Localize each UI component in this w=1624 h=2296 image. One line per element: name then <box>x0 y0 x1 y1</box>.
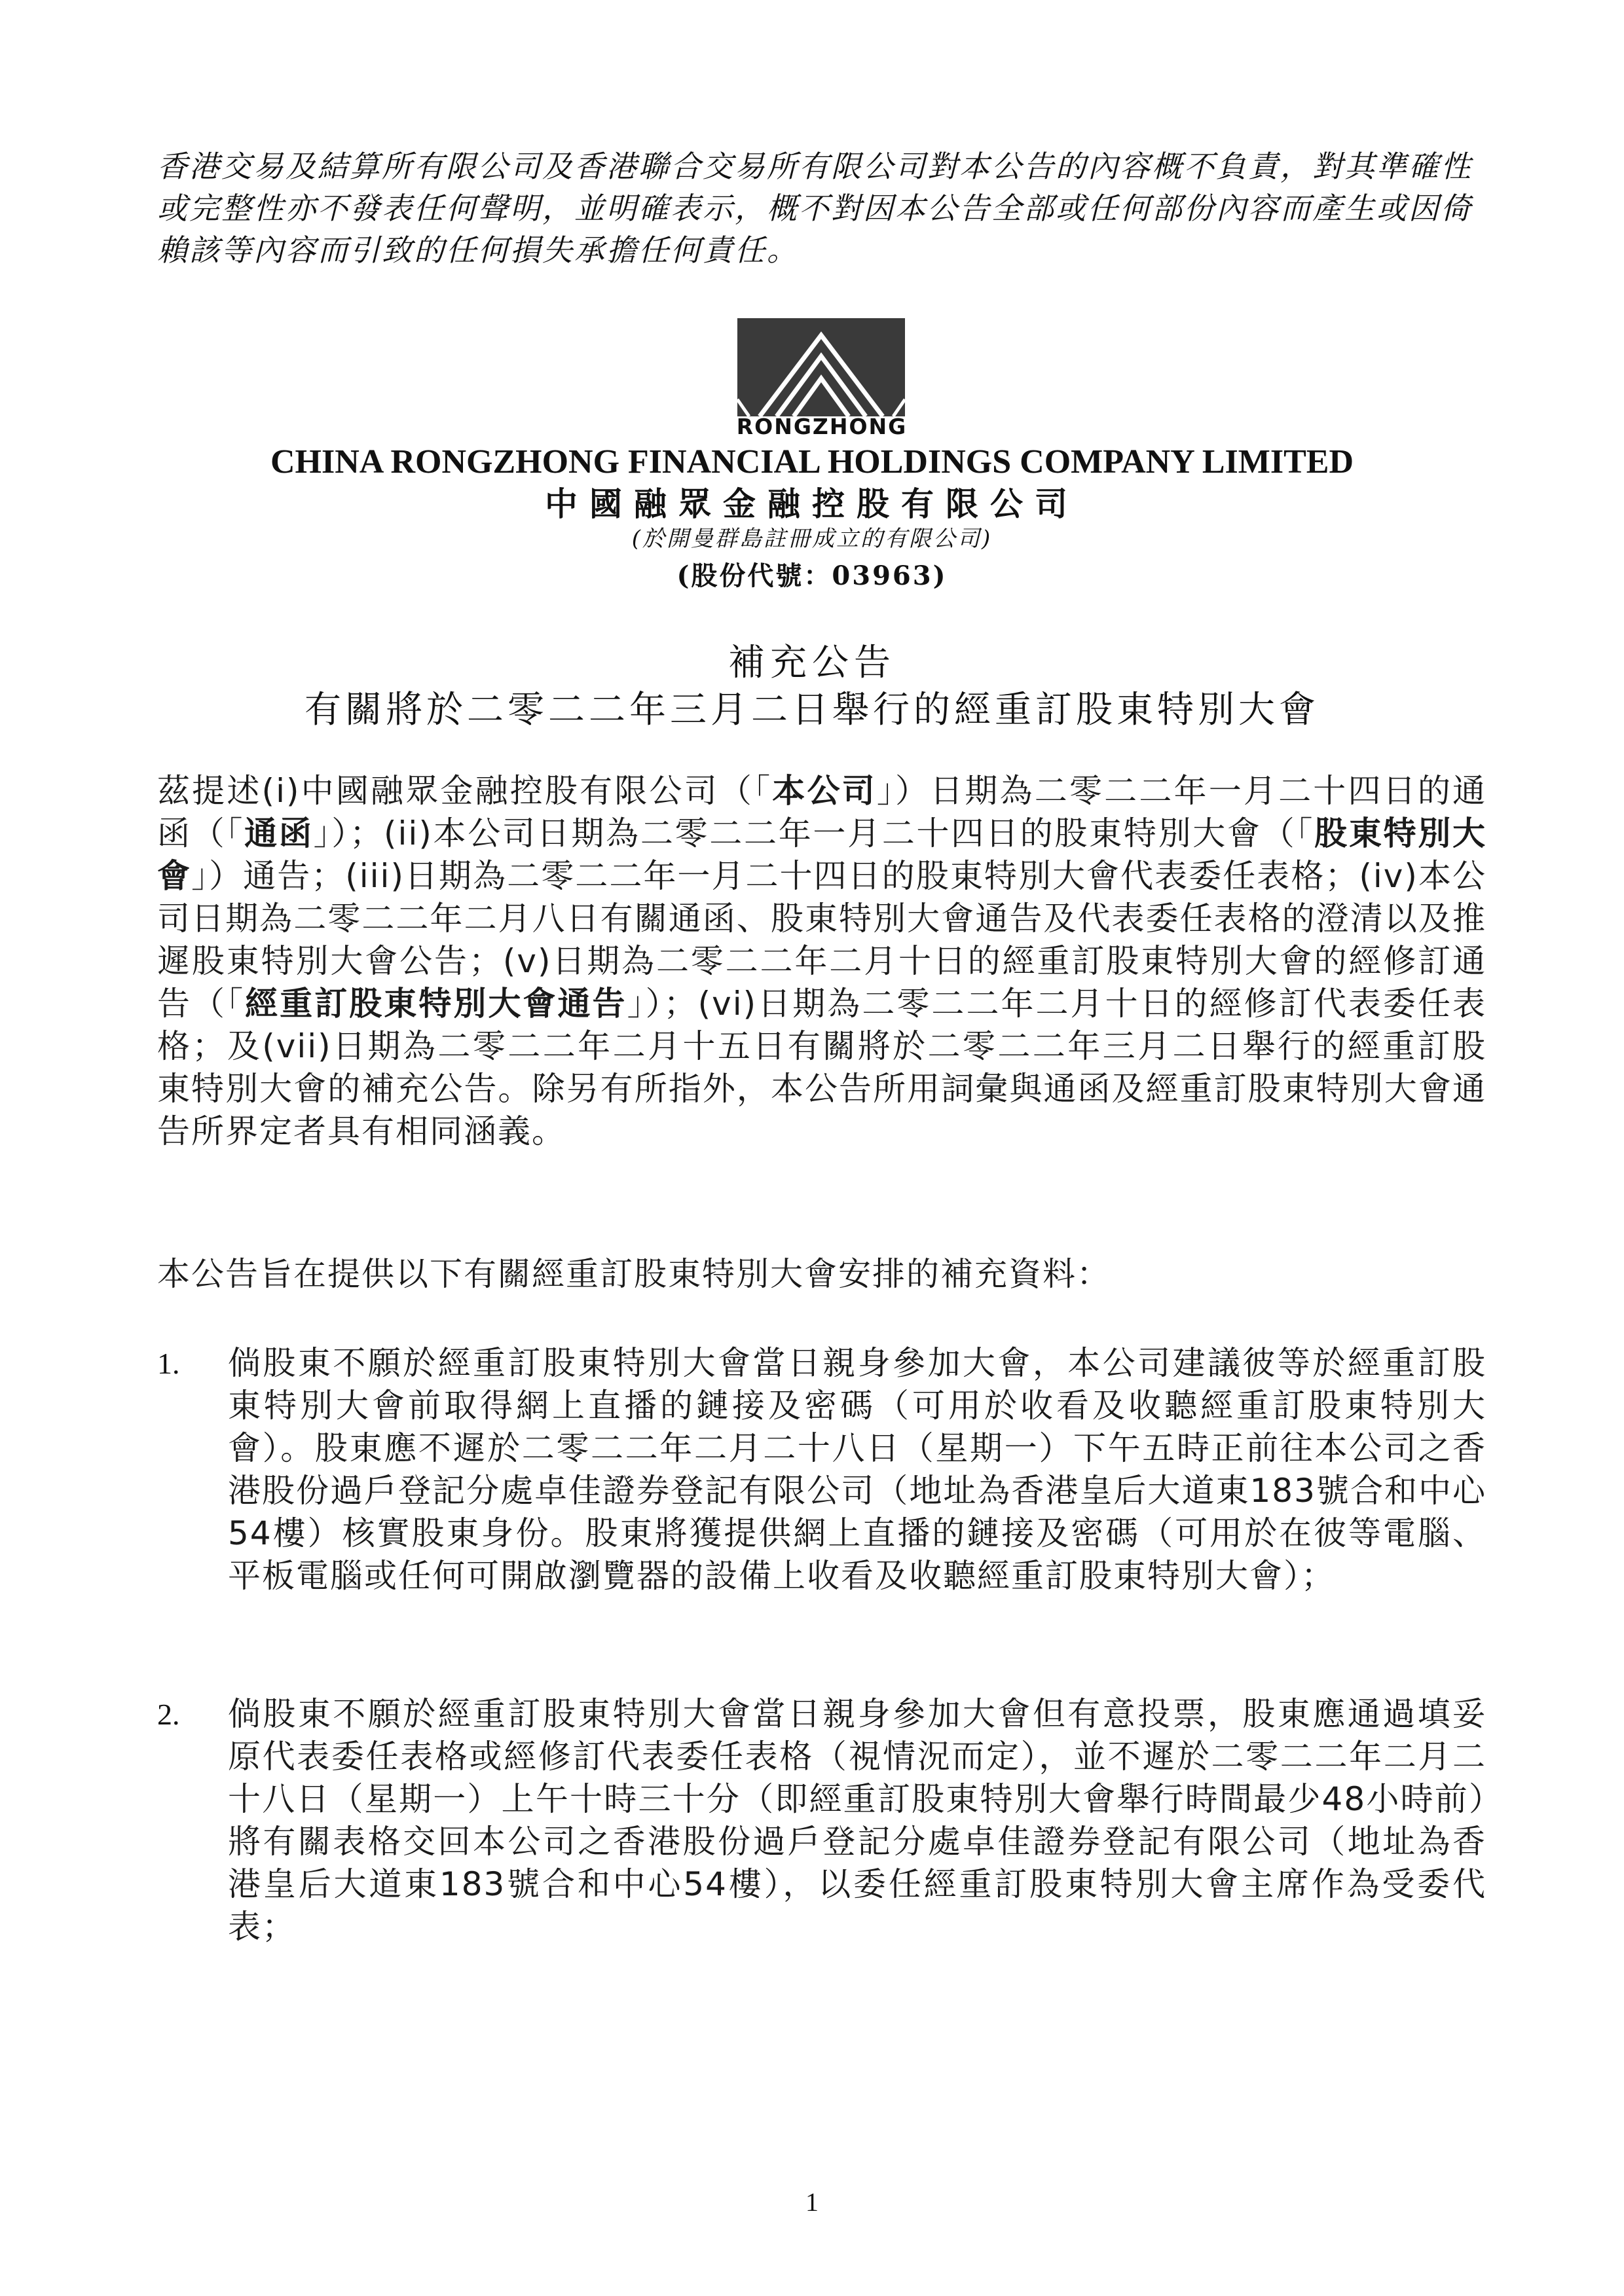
defined-term: 通函 <box>244 814 314 852</box>
purpose-paragraph: 本公告旨在提供以下有關經重訂股東特別大會安排的補充資料： <box>157 1255 1111 1293</box>
page-number: 1 <box>805 2187 819 2217</box>
list-item-number: 1. <box>157 1347 180 1380</box>
intro-text: 」）日期為二零二二年一月二十四日的通函（「 <box>157 772 1487 852</box>
announcement-title: 補充公告 <box>728 642 896 684</box>
defined-term: 股東特別大會 <box>157 814 1487 895</box>
intro-text: 茲提述(i)中國融眾金融控股有限公司（「 <box>157 772 773 810</box>
list-item-number: 2. <box>157 1698 180 1731</box>
intro-text: 」）；(vi)日期為二零二二年二月十日的經修訂代表委任表格；及(vii)日期為二零二二年二月十五日有關將於二零二二年三月二日舉行的經重訂股東特別大會的補充公告。除另有所指外，本公告所用詞彙與通函及經重訂股東特別大會通告所界定者具有相同涵義。 <box>157 985 1487 1150</box>
defined-term: 本公司 <box>772 772 877 810</box>
defined-term: 經重訂股東特別大會通告 <box>245 985 627 1023</box>
logo-wordmark: RONGZHONG <box>736 414 908 439</box>
announcement-subtitle: 有關將於二零二二年三月二日舉行的經重訂股東特別大會 <box>304 689 1320 731</box>
stock-code: (股份代號：03963) <box>676 560 948 591</box>
incorporation-note: (於開曼群島註冊成立的有限公司) <box>631 526 993 552</box>
company-name-zh: 中國融眾金融控股有限公司 <box>545 485 1079 523</box>
disclaimer: 香港交易及結算所有限公司及香港聯合交易所有限公司對本公告的內容概不負責，對其準確性或完整性亦不發表任何聲明，並明確表示，概不對因本公告全部或任何部份內容而產生或因倚賴該等內容而引致的任何損失承擔任何責任。 <box>157 149 1473 268</box>
intro-text: 」）；(ii)本公司日期為二零二二年一月二十四日的股東特別大會（「 <box>313 814 1315 852</box>
list-item-text: 倘股東不願於經重訂股東特別大會當日親身參加大會但有意投票，股東應通過填妥原代表委任表格或經修訂代表委任表格（視情況而定），並不遲於二零二二年二月二十八日（星期一）上午十時三十分（即經重訂股東特別大會舉行時間最少48小時前）將有關表格交回本公司之香港股份過戶登記分處卓佳證券登記有限公司（地址為香港皇后大道東183號合和中心54樓），以委任經重訂股東特別大會主席作為受委代表； <box>228 1695 1486 1946</box>
list-item-text: 倘股東不願於經重訂股東特別大會當日親身參加大會，本公司建議彼等於經重訂股東特別大會前取得網上直播的鏈接及密碼（可用於收看及收聽經重訂股東特別大會）。股東應不遲於二零二二年二月二十八日（星期一）下午五時正前往本公司之香港股份過戶登記分處卓佳證券登記有限公司（地址為香港皇后大道東183號合和中心54樓）核實股東身份。股東將獲提供網上直播的鏈接及密碼（可用於在彼等電腦、平板電腦或任何可開啟瀏覽器的設備上收看及收聽經重訂股東特別大會）； <box>228 1344 1486 1595</box>
company-logo-icon <box>737 318 905 416</box>
company-name-en: CHINA RONGZHONG FINANCIAL HOLDINGS COMPANY LIMITED <box>270 443 1354 481</box>
intro-text: 」）通告；(iii)日期為二零二二年一月二十四日的股東特別大會代表委任表格；(iv)本公司日期為二零二二年二月八日有關通函、股東特別大會通告及代表委任表格的澄清以及推遲股東特別大會公告；(v)日期為二零二二年二月十日的經重訂股東特別大會的經修訂通告（「 <box>157 857 1487 1023</box>
intro-paragraph <box>157 770 1486 1153</box>
